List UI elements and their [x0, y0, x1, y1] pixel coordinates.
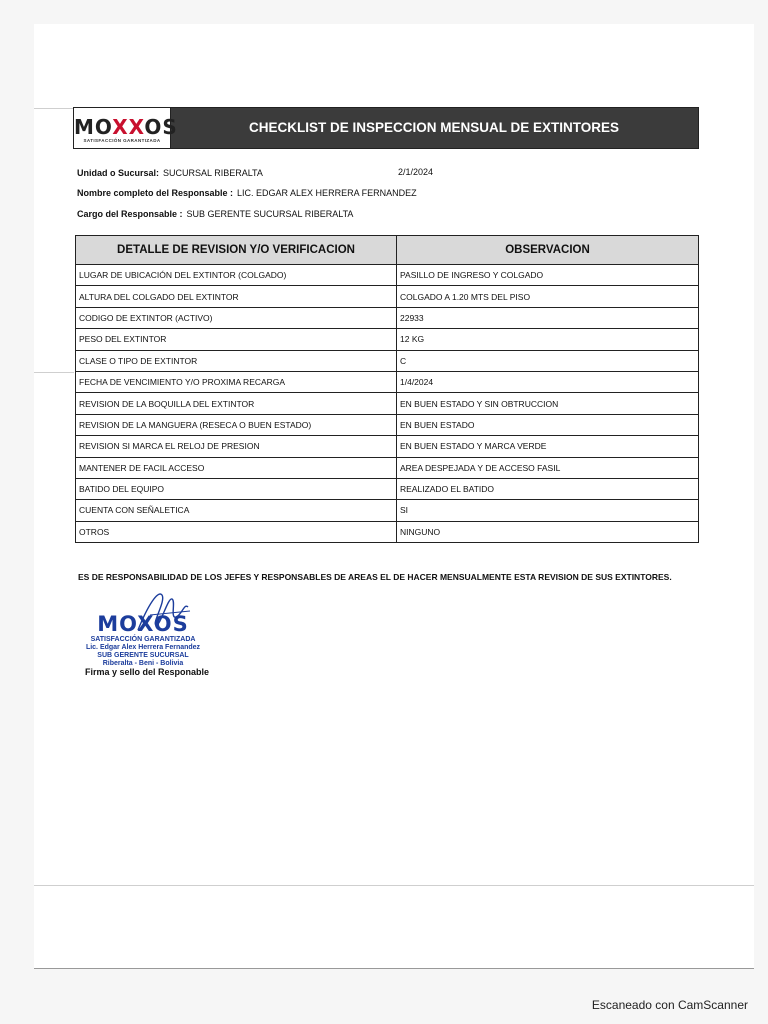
- column-header-observation: OBSERVACION: [397, 236, 699, 265]
- detail-cell: REVISION SI MARCA EL RELOJ DE PRESION: [76, 436, 397, 457]
- observation-cell: 22933: [397, 307, 699, 328]
- table-row: [76, 414, 699, 435]
- detail-cell: CUENTA CON SEÑALETICA: [76, 500, 397, 521]
- observation-cell: PASILLO DE INGRESO Y COLGADO: [397, 265, 699, 286]
- stamp-tagline: SATISFACCIÓN GARANTIZADA: [90, 636, 196, 643]
- observation-cell: EN BUEN ESTADO Y SIN OBTRUCCION: [397, 393, 699, 414]
- scan-artifact-line: [34, 885, 754, 886]
- observation-cell: COLGADO A 1.20 MTS DEL PISO: [397, 286, 699, 307]
- table-row: [76, 436, 699, 457]
- signature-caption: Firma y sello del Responable: [85, 667, 210, 677]
- responsible-field: [77, 188, 417, 198]
- stamp-position: SUB GERENTE SUCURSAL: [97, 652, 189, 659]
- scan-artifact-line: [34, 108, 74, 109]
- observation-cell: 1/4/2024: [397, 371, 699, 392]
- observation-cell: 12 KG: [397, 329, 699, 350]
- detail-cell: REVISION DE LA MANGUERA (RESECA O BUEN ESTADO): [76, 414, 397, 435]
- observation-cell: EN BUEN ESTADO Y MARCA VERDE: [397, 436, 699, 457]
- checklist-header: [73, 107, 699, 149]
- table-row: [76, 478, 699, 499]
- detail-cell: OTROS: [76, 521, 397, 542]
- responsible-value: LIC. EDGAR ALEX HERRERA FERNANDEZ: [237, 188, 417, 198]
- stamp-location: Riberalta - Beni - Bolivia: [102, 660, 184, 667]
- company-stamp: [68, 612, 218, 668]
- stamp-logo: MOXOS: [97, 612, 189, 636]
- moxos-logo: [74, 108, 178, 148]
- stamp-name: Lic. Edgar Alex Herrera Fernandez: [85, 644, 201, 651]
- table-row: [76, 307, 699, 328]
- unit-value: SUCURSAL RIBERALTA: [163, 168, 263, 178]
- detail-cell: BATIDO DEL EQUIPO: [76, 478, 397, 499]
- table-header-row: [76, 236, 699, 265]
- table-row: [76, 286, 699, 307]
- detail-cell: PESO DEL EXTINTOR: [76, 329, 397, 350]
- table-row: [76, 500, 699, 521]
- table-row: [76, 393, 699, 414]
- detail-cell: ALTURA DEL COLGADO DEL EXTINTOR: [76, 286, 397, 307]
- detail-cell: REVISION DE LA BOQUILLA DEL EXTINTOR: [76, 393, 397, 414]
- detail-cell: CLASE O TIPO DE EXTINTOR: [76, 350, 397, 371]
- position-field: [77, 209, 353, 219]
- position-label: Cargo del Responsable :: [77, 209, 183, 219]
- unit-label: Unidad o Sucursal:: [77, 168, 160, 178]
- detail-cell: CODIGO DE EXTINTOR (ACTIVO): [76, 307, 397, 328]
- observation-cell: C: [397, 350, 699, 371]
- observation-cell: AREA DESPEJADA Y DE ACCESO FASIL: [397, 457, 699, 478]
- observation-cell: EN BUEN ESTADO: [397, 414, 699, 435]
- responsible-label: Nombre completo del Responsable :: [77, 188, 234, 198]
- column-header-detail: DETALLE DE REVISION Y/O VERIFICACION: [76, 236, 397, 265]
- table-row: [76, 350, 699, 371]
- logo-wordmark: MOXXOS: [74, 115, 178, 139]
- table-row: [76, 371, 699, 392]
- inspection-date: 2/1/2024: [398, 167, 434, 177]
- observation-cell: SI: [397, 500, 699, 521]
- table-row: [76, 457, 699, 478]
- inspection-table: [75, 235, 699, 543]
- observation-cell: NINGUNO: [397, 521, 699, 542]
- document-title: CHECKLIST DE INSPECCION MENSUAL DE EXTINTORES: [248, 120, 620, 135]
- detail-cell: FECHA DE VENCIMIENTO Y/O PROXIMA RECARGA: [76, 371, 397, 392]
- table-row: [76, 521, 699, 542]
- unit-field: [77, 168, 263, 178]
- detail-cell: LUGAR DE UBICACIÓN DEL EXTINTOR (COLGADO): [76, 265, 397, 286]
- scan-artifact-line: [34, 968, 754, 969]
- table-row: [76, 265, 699, 286]
- table-row: [76, 329, 699, 350]
- responsibility-note: ES DE RESPONSABILIDAD DE LOS JEFES Y RESPONSABLES DE AREAS EL DE HACER MENSUALMENTE ESTA REVISION DE SUS EXTINTORES.: [78, 572, 672, 582]
- logo-tagline: SATISFACCIÓN GARANTIZADA: [83, 138, 161, 143]
- camscanner-watermark: Escaneado con CamScanner: [591, 998, 748, 1012]
- observation-cell: REALIZADO EL BATIDO: [397, 478, 699, 499]
- scan-artifact-line: [34, 372, 74, 373]
- position-value: SUB GERENTE SUCURSAL RIBERALTA: [186, 209, 354, 219]
- detail-cell: MANTENER DE FACIL ACCESO: [76, 457, 397, 478]
